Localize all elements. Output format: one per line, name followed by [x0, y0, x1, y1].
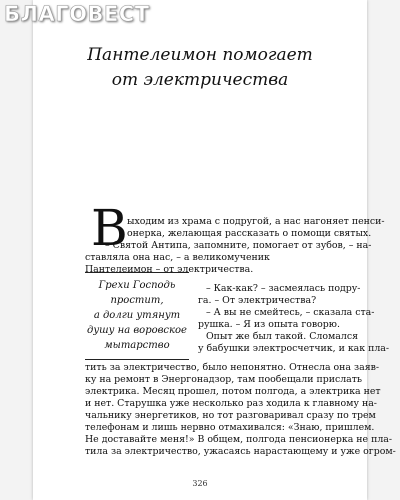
sidebar-quote — [85, 272, 189, 360]
chapter-title-line-1: Пантелеимон помогает — [87, 45, 313, 65]
quote-line: душу на воровское — [87, 325, 187, 336]
body-line: – А вы не смейтесь, – сказала ста- — [206, 307, 375, 318]
book-page — [33, 0, 396, 500]
quote-line: простит, — [110, 295, 164, 306]
watermark-logo: БЛАГОВЕСТ — [4, 2, 150, 26]
quote-line: Грехи Господь — [98, 280, 176, 291]
body-line: онерка, желающая рассказать о помощи святых. — [127, 228, 372, 239]
body-line: ку на ремонт в Энергонадзор, там пообещали прислать — [85, 374, 363, 385]
body-line: – Как-как? – засмеялась подру- — [206, 283, 361, 294]
quote-line: мытарство — [104, 340, 170, 351]
body-line: тила за электричество, ужасаясь нарастающему и уже огром- — [85, 446, 396, 457]
body-line: чальнику энергетиков, но тот разговаривал сразу по трем — [85, 410, 376, 421]
body-line: электрика. Месяц прошел, потом полгода, а электрика нет — [85, 386, 381, 397]
drop-cap: В — [91, 199, 128, 257]
body-line: га. – От электричества? — [198, 295, 317, 306]
body-line: – Святой Антипа, запомните, помогает от зубов, – на- — [105, 240, 372, 251]
body-line: ыходим из храма с подругой, а нас нагоняет пенси- — [127, 216, 385, 227]
body-line: ставляла она нас, – а великомученик — [85, 252, 270, 263]
body-line: телефонам и лишь нервно отмахивался: «Знаю, пришлем. — [85, 422, 375, 433]
body-line: рушка. – Я из опыта говорю. — [198, 319, 340, 330]
body-line: Пантелеимон – от электричества. — [85, 264, 254, 275]
chapter-title-line-2: от электричества — [111, 70, 289, 90]
body-line: тить за электричество, было непонятно. Отнесла она заяв- — [85, 362, 380, 373]
body-line: Опыт же был такой. Сломался — [206, 331, 359, 342]
body-line: и нет. Старушка уже несколько раз ходила к главному на- — [85, 398, 377, 409]
body-line: у бабушки электросчетчик, и как пла- — [198, 343, 390, 354]
body-line: Не доставайте меня!» В общем, полгода пенсионерка не пла- — [85, 434, 393, 445]
quote-line: а долги утянут — [93, 310, 181, 321]
page-number: 326 — [192, 479, 208, 488]
